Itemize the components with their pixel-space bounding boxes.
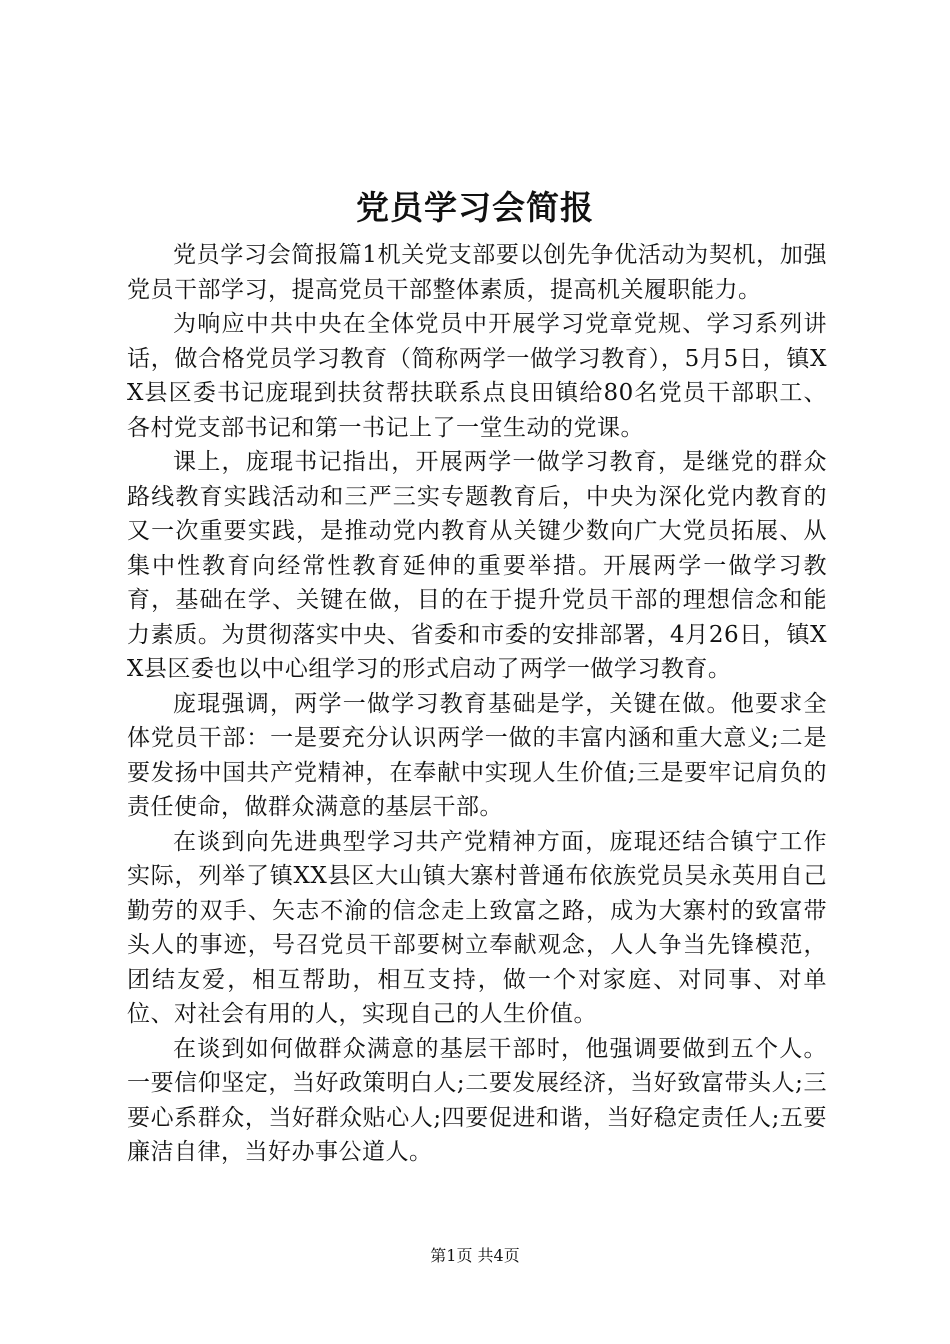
document-body	[127, 238, 827, 1170]
page-number-footer: 第1页 共4页	[430, 1246, 520, 1265]
paragraph-2: 为响应中共中央在全体党员中开展学习党章党规、学习系列讲话，做合格党员学习教育（简称两学一做学习教育），5月5日，镇XX县区委书记庞琨到扶贫帮扶联系点良田镇给80名党员干部职工、各村党支部书记和第一书记上了一堂生动的党课。	[127, 311, 827, 441]
paragraph-4: 庞琨强调，两学一做学习教育基础是学，关键在做。他要求全体党员干部：一是要充分认识两学一做的丰富内涵和重大意义;二是要发扬中国共产党精神，在奉献中实现人生价值;三是要牢记肩负的责任使命，做群众满意的基层干部。	[127, 690, 827, 820]
paragraph-3: 课上，庞琨书记指出，开展两学一做学习教育，是继党的群众路线教育实践活动和三严三实专题教育后，中央为深化党内教育的又一次重要实践，是推动党内教育从关键少数向广大党员拓展、从集中性教育向经常性教育延伸的重要举措。开展两学一做学习教育，基础在学、关键在做，目的在于提升党员干部的理想信念和能力素质。为贯彻落实中央、省委和市委的安排部署，4月26日，镇XX县区委也以中心组学习的形式启动了两学一做学习教育。	[127, 449, 827, 682]
paragraph-1: 党员学习会简报篇1机关党支部要以创先争优活动为契机，加强党员干部学习，提高党员干部整体素质，提高机关履职能力。	[127, 242, 827, 303]
paragraph-6: 在谈到如何做群众满意的基层干部时，他强调要做到五个人。一要信仰坚定，当好政策明白人;二要发展经济，当好致富带头人;三要心系群众，当好群众贴心人;四要促进和谐，当好稳定责任人;五要廉洁自律，当好办事公道人。	[127, 1035, 827, 1165]
document-title: 党员学习会简报	[356, 188, 594, 227]
paragraph-5: 在谈到向先进典型学习共产党精神方面，庞琨还结合镇宁工作实际，列举了镇XX县区大山镇大寨村普通布依族党员吴永英用自己勤劳的双手、矢志不渝的信念走上致富之路，成为大寨村的致富带头人的事迹，号召党员干部要树立奉献观念，人人争当先锋模范，团结友爱，相互帮助，相互支持，做一个对家庭、对同事、对单位、对社会有用的人，实现自己的人生价值。	[127, 828, 827, 1027]
